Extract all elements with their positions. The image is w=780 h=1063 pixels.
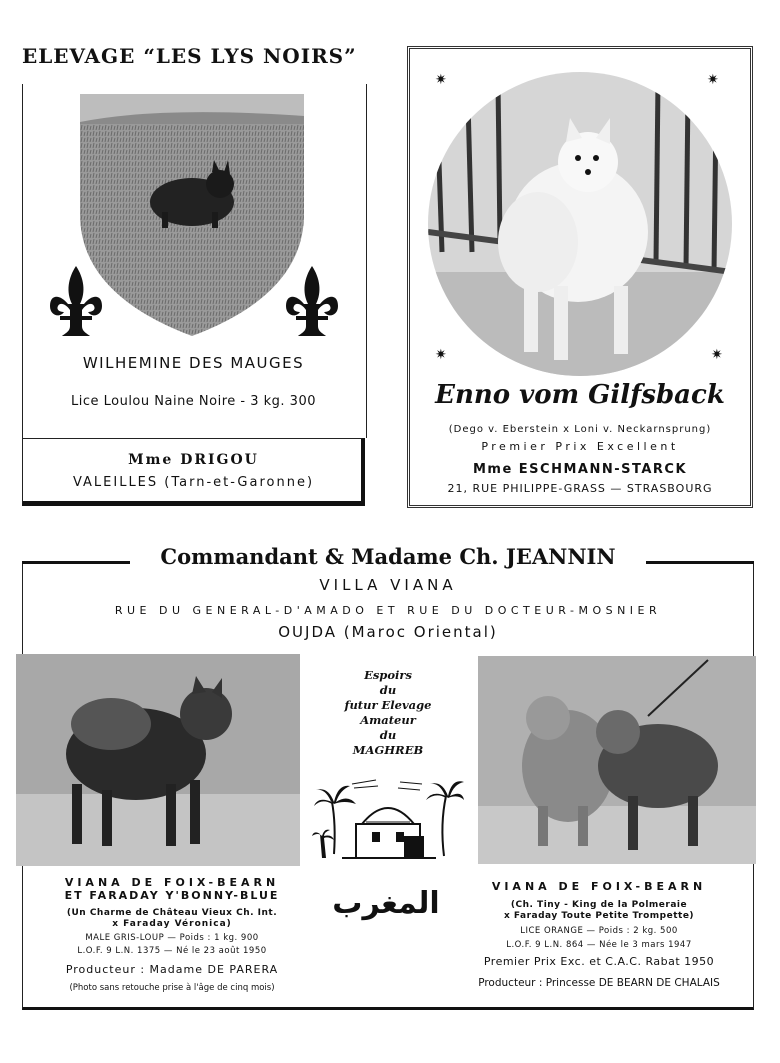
villa-name: VILLA VIANA [319, 576, 457, 594]
left-caption-line: L.O.F. 9 L.N. 1375 — Né le 23 août 1950 [77, 946, 267, 956]
palm-mosque-icon [312, 774, 464, 860]
slogan-line: du [379, 728, 397, 742]
owner-name: Mme ESCHMANN-STARCK [472, 462, 688, 477]
owner-city: VALEILLES (Tarn-et-Garonne) [72, 475, 315, 490]
left-caption-line: ET FARADAY Y'BONNY-BLUE [64, 889, 280, 902]
star-icon: ✷ [707, 72, 719, 88]
owner-box [22, 438, 365, 506]
left-caption-line: (Photo sans retouche prise à l'âge de cinq mois) [69, 983, 275, 993]
star-icon: ✷ [435, 347, 447, 363]
right-caption-line: Producteur : Princesse DE BEARN DE CHALAIS [478, 977, 720, 989]
slogan-line: du [379, 683, 397, 697]
dog-parents: (Dego v. Eberstein x Loni v. Neckarnsprung) [448, 424, 712, 435]
dog-prize: Premier Prix Excellent [481, 440, 679, 453]
right-caption-line: L.O.F. 9 L.N. 864 — Née le 3 mars 1947 [506, 940, 692, 950]
fleur-de-lis-icon [284, 264, 340, 340]
right-caption-line: (Ch. Tiny - King de la Polmeraie [510, 900, 688, 910]
right-caption-line: VIANA DE FOIX-BEARN [491, 880, 707, 893]
kennel-title: ELEVAGE “LES LYS NOIRS” [22, 44, 357, 68]
owner-address: 21, RUE PHILIPPE-GRASS — STRASBOURG [447, 482, 713, 495]
slogan-line: Espoirs [364, 668, 412, 682]
slogan [310, 668, 466, 758]
left-caption-line: (Un Charme de Château Vieux Ch. Int. [66, 908, 278, 918]
slogan-line: futur Elevage [344, 698, 432, 712]
fleur-de-lis-icon [48, 264, 104, 340]
left-caption-line: Producteur : Madame DE PARERA [65, 963, 279, 976]
left-caption-line: MALE GRIS-LOUP — Poids : 1 kg. 900 [85, 933, 259, 943]
slogan-line: Amateur [360, 713, 416, 727]
dog-name: WILHEMINE DES MAUGES [82, 354, 305, 372]
arabic-maghreb: المغرب [332, 886, 440, 921]
breeder-title: Commandant & Madame Ch. JEANNIN [160, 544, 616, 569]
owner-name: Mme DRIGOU [128, 452, 259, 468]
dog-photo-oval [428, 72, 732, 376]
left-caption-line: x Faraday Véronica) [112, 919, 232, 929]
dog-photo-right [478, 656, 756, 864]
right-caption-line: Premier Prix Exc. et C.A.C. Rabat 1950 [483, 955, 715, 968]
dog-name: Enno vom Gilfsback [435, 380, 725, 410]
street-address: RUE DU GENERAL-D'AMADO ET RUE DU DOCTEUR-MOSNIER [114, 604, 662, 617]
right-caption-line: LICE ORANGE — Poids : 2 kg. 500 [520, 926, 678, 936]
star-icon: ✷ [711, 347, 723, 363]
left-caption-line: VIANA DE FOIX-BEARN [64, 876, 280, 889]
dog-description: Lice Loulou Naine Noire - 3 kg. 300 [70, 394, 316, 409]
city-name: OUJDA (Maroc Oriental) [278, 623, 498, 641]
dog-photo-left [16, 654, 300, 866]
dog-photo-shield [80, 94, 304, 336]
slogan-line: MAGHREB [352, 743, 424, 757]
star-icon: ✷ [435, 72, 447, 88]
right-caption-line: x Faraday Toute Petite Trompette) [503, 911, 695, 921]
